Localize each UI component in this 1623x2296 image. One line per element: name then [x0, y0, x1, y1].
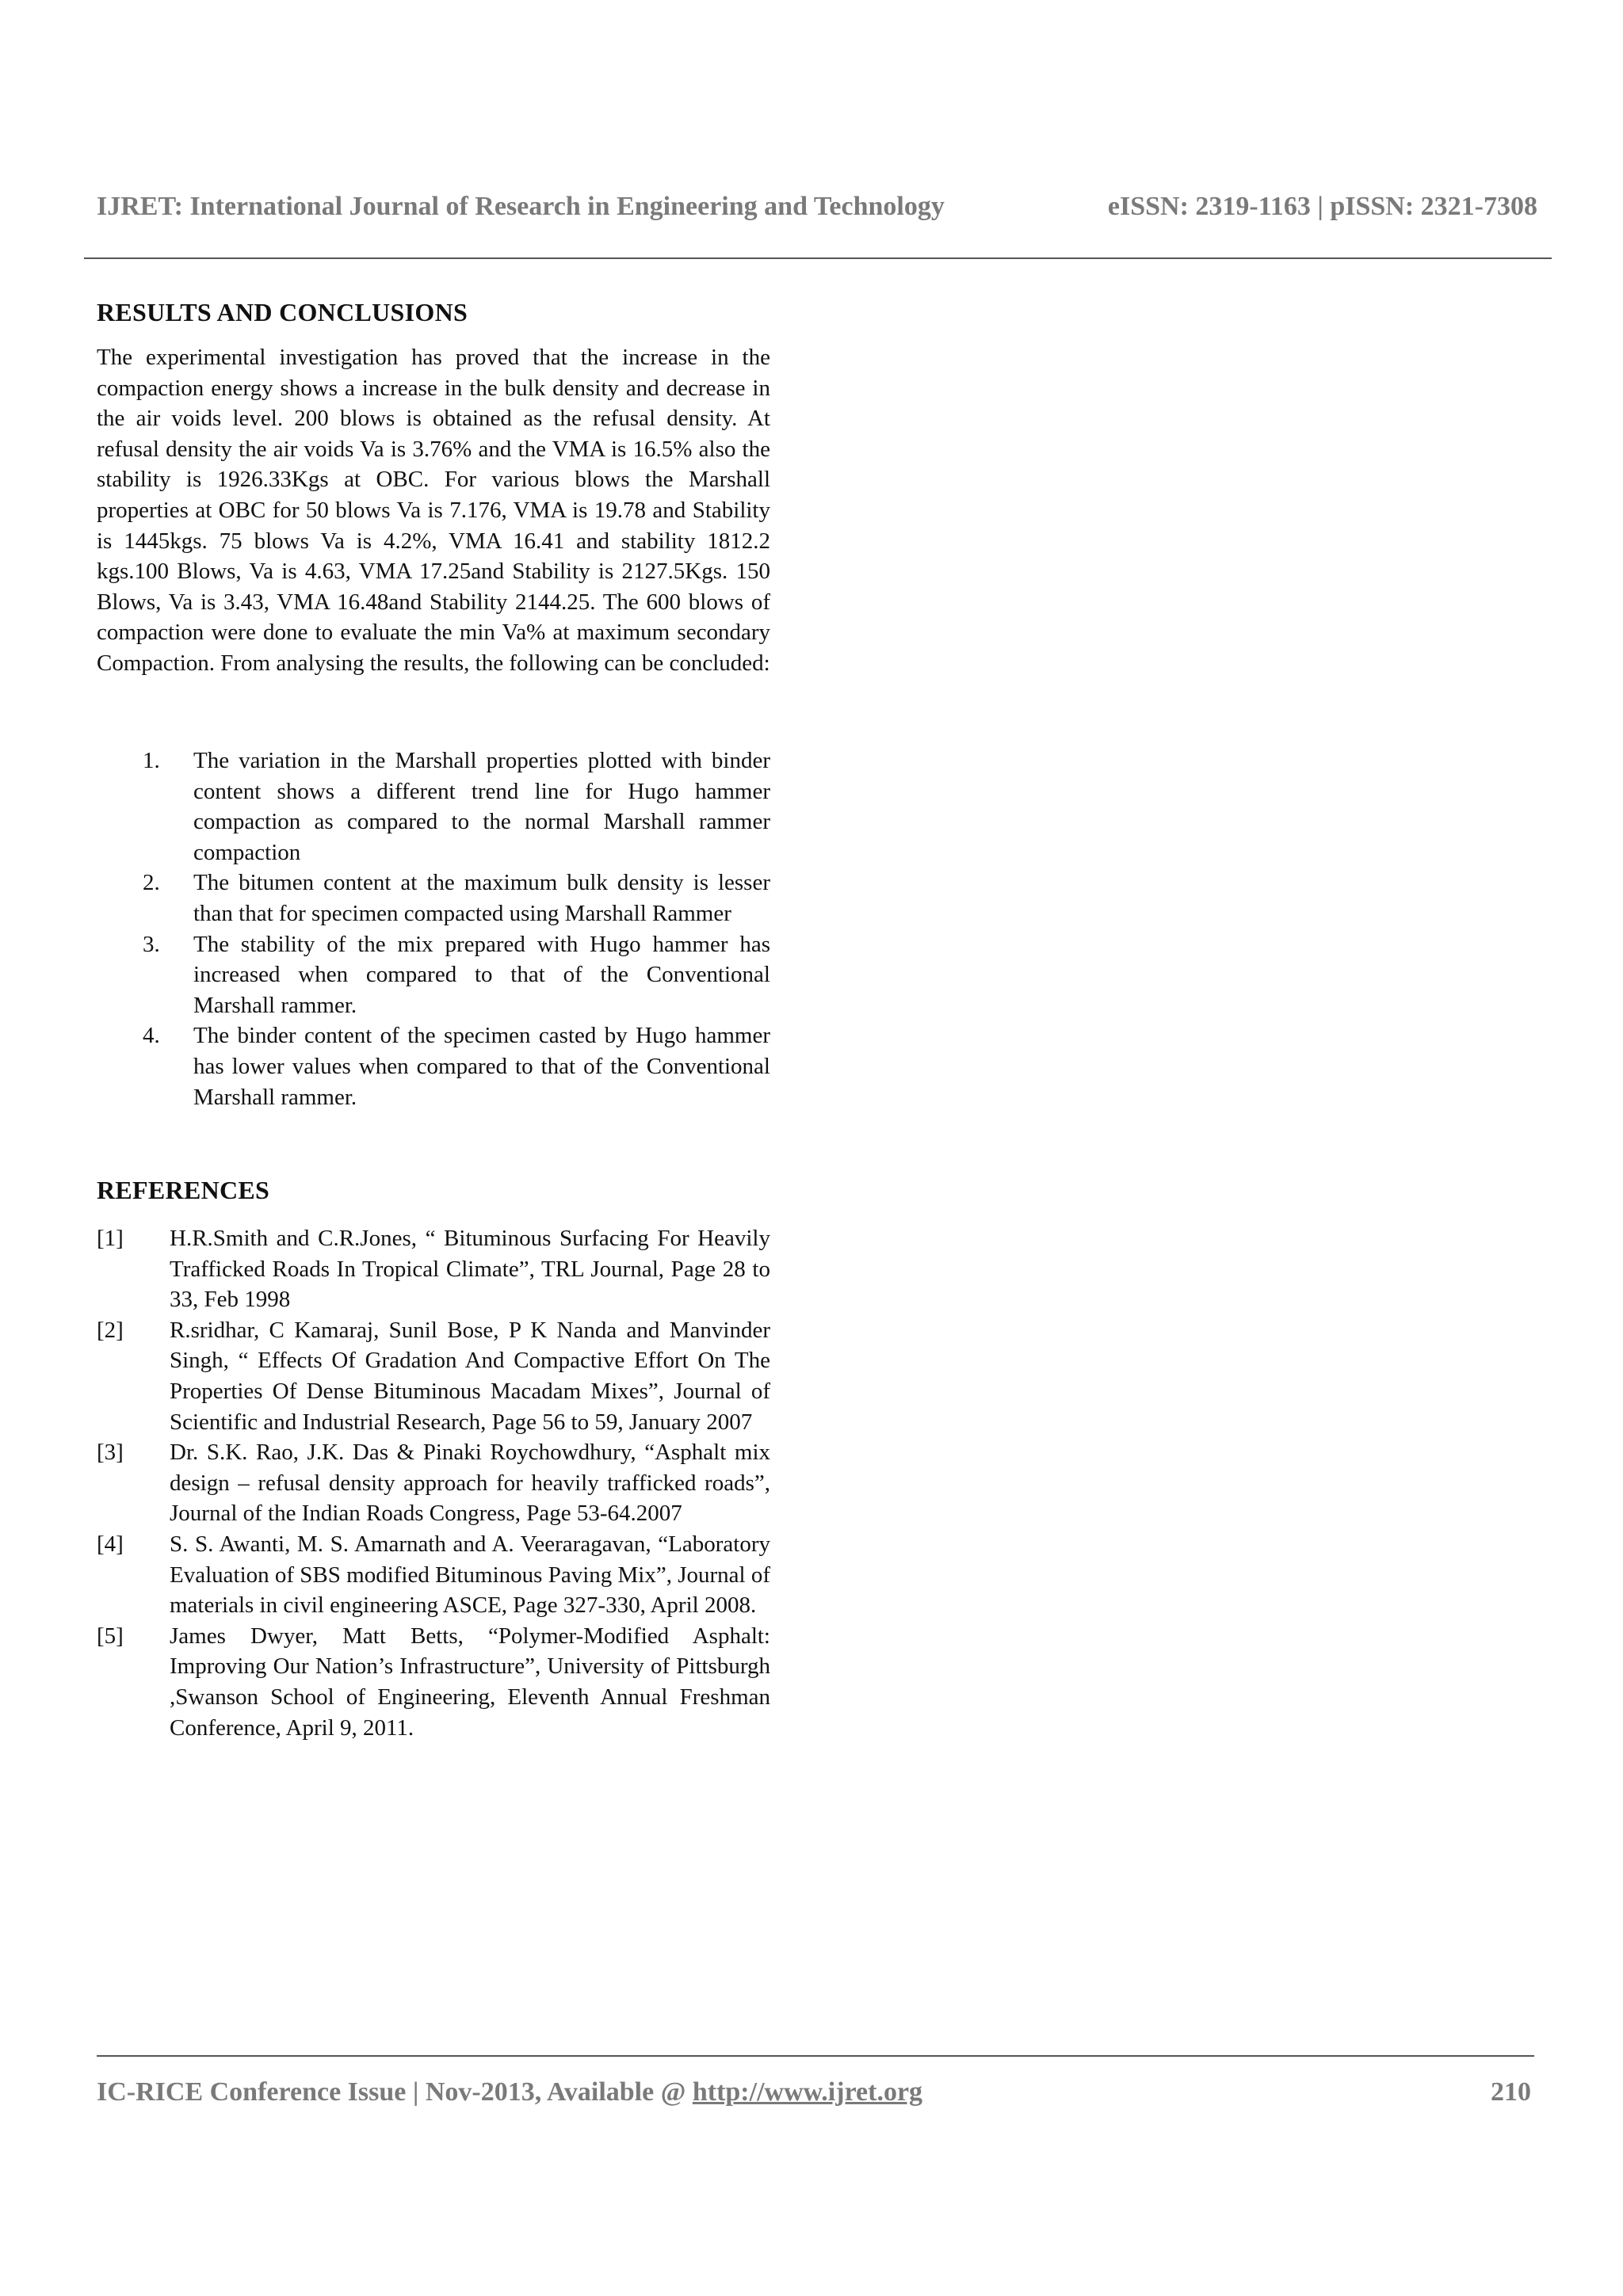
reference-item: [97, 1223, 770, 1315]
reference-number: [4]: [97, 1531, 124, 1557]
conclusions-list: [97, 746, 770, 1112]
reference-text: R.sridhar, C Kamaraj, Sunil Bose, P K Nanda and Manvinder Singh, “ Effects Of Gradation And Compactive Effort On The Properties Of Dense Bituminous Macadam Mixes”, Journal of Scientific and Industrial Research, Page 56 to 59, January 2007: [170, 1317, 770, 1435]
reference-number: [5]: [97, 1623, 124, 1649]
journal-name: IJRET: International Journal of Research in Engineering and Technology: [97, 192, 945, 221]
list-item: [97, 929, 770, 1021]
reference-item: [97, 1529, 770, 1621]
list-item: [97, 1020, 770, 1112]
list-item-text: The binder content of the specimen casted by Hugo hammer has lower values when compared to that of the Conventional Marshall rammer.: [193, 1023, 770, 1110]
header-divider: [84, 257, 1552, 259]
footer-divider: [97, 2055, 1534, 2057]
list-item-number: 4.: [143, 1023, 160, 1049]
reference-text: Dr. S.K. Rao, J.K. Das & Pinaki Roychowdhury, “Asphalt mix design – refusal density approach for heavily trafficked roads”, Journal of the Indian Roads Congress, Page 53-64.2007: [170, 1440, 770, 1527]
references-list: [97, 1223, 770, 1743]
reference-number: [2]: [97, 1317, 124, 1343]
list-item-number: 3.: [143, 931, 160, 957]
reference-number: [3]: [97, 1440, 124, 1466]
results-section-title: RESULTS AND CONCLUSIONS: [97, 298, 468, 326]
reference-text: H.R.Smith and C.R.Jones, “ Bituminous Surfacing For Heavily Trafficked Roads In Tropical Climate”, TRL Journal, Page 28 to 33, Feb 1998: [170, 1226, 770, 1313]
reference-number: [1]: [97, 1226, 124, 1251]
results-paragraph: The experimental investigation has proved that the increase in the compaction energy shows a increase in the bulk density and decrease in the air voids level. 200 blows is obtained as the refusal density. At refusal density the air voids Va is 3.76% and the VMA is 16.5% also the stability is 1926.33Kgs at OBC. For various blows the Marshall properties at OBC for 50 blows Va is 7.176, VMA is 19.78 and Stability is 1445kgs. 75 blows Va is 4.2%, VMA 16.41 and stability 1812.2 kgs.100 Blows, Va is 4.63, VMA 17.25and Stability is 2127.5Kgs. 150 Blows, Va is 3.43, VMA 16.48and Stability 2144.25. The 600 blows of compaction were done to evaluate the min Va% at maximum secondary Compaction. From analysing the results, the following can be concluded:: [97, 345, 770, 676]
reference-text: S. S. Awanti, M. S. Amarnath and A. Veeraragavan, “Laboratory Evaluation of SBS modified Bituminous Paving Mix”, Journal of materials in civil engineering ASCE, Page 327-330, April 2008.: [170, 1531, 770, 1619]
reference-text: James Dwyer, Matt Betts, “Polymer-Modified Asphalt: Improving Our Nation’s Infrastructure”, University of Pittsburgh ,Swanson School of Engineering, Eleventh Annual Freshman Conference, April 9, 2011.: [170, 1623, 770, 1741]
list-item-text: The bitumen content at the maximum bulk density is lesser than that for specimen compacted using Marshall Rammer: [193, 870, 770, 926]
list-item-number: 2.: [143, 870, 160, 896]
list-item: [97, 746, 770, 868]
reference-item: [97, 1315, 770, 1437]
footer-citation: [97, 2077, 922, 2107]
list-item-text: The stability of the mix prepared with Hugo hammer has increased when compared to that of the Conventional Marshall rammer.: [193, 931, 770, 1018]
reference-item: [97, 1621, 770, 1743]
reference-item: [97, 1437, 770, 1529]
list-item-text: The variation in the Marshall properties plotted with binder content shows a different trend line for Hugo hammer compaction as compared to the normal Marshall rammer compaction: [193, 748, 770, 865]
running-footer: [97, 2077, 1531, 2107]
running-header: [97, 192, 1537, 222]
list-item: [97, 868, 770, 929]
list-item-number: 1.: [143, 748, 160, 773]
references-section-title: REFERENCES: [97, 1176, 270, 1204]
footer-issue-text: IC-RICE Conference Issue | Nov-2013, Available @: [97, 2077, 693, 2107]
issn-info: eISSN: 2319-1163 | pISSN: 2321-7308: [1107, 192, 1537, 221]
page-number: 210: [1491, 2077, 1531, 2107]
journal-website-link[interactable]: http://www.ijret.org: [692, 2077, 923, 2107]
